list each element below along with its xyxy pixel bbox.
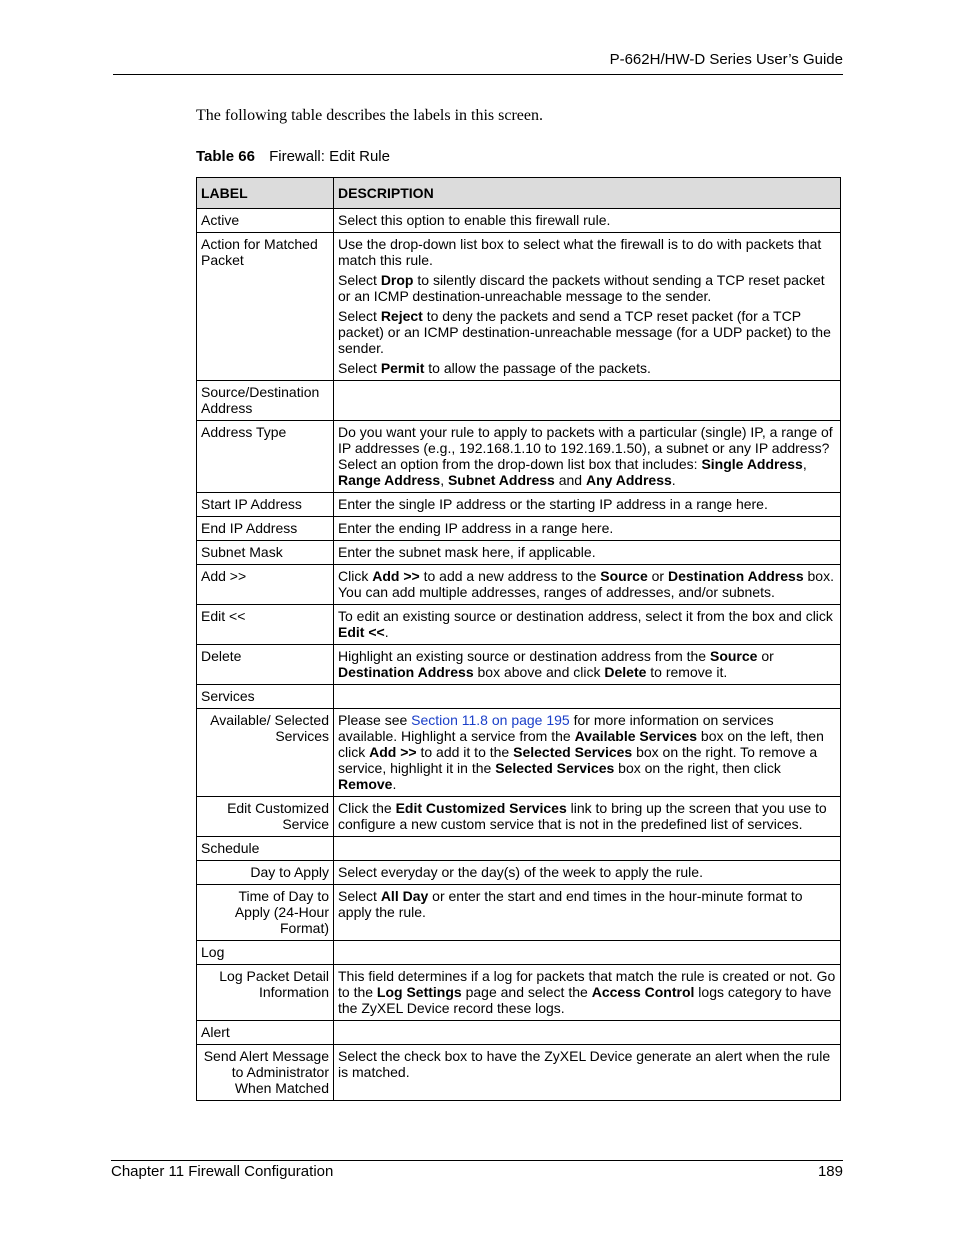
text-segment: link to bring up the screen that you use to configure a new custom service that is not in the predefined list of services. [338, 800, 827, 832]
text-segment: Select [338, 272, 381, 288]
text-segment: Select the check box to have the ZyXEL Device generate an alert when the rule is matched. [338, 1048, 831, 1080]
row-label: Add >> [197, 565, 334, 605]
row-label: Alert [197, 1021, 334, 1045]
text-segment: to add it to the [416, 744, 514, 760]
page-number: 189 [817, 1163, 843, 1180]
text-segment: to remove it. [646, 664, 728, 680]
text-segment: Select [338, 888, 381, 904]
text-segment: box on the right, then click [614, 760, 781, 776]
table-row [197, 565, 841, 605]
row-description [334, 861, 841, 885]
text-segment: , [440, 472, 448, 488]
row-label: Time of Day to Apply (24-Hour Format) [197, 885, 334, 941]
bold-term: Reject [380, 308, 423, 324]
bold-term: Destination Address [338, 664, 474, 680]
description-paragraph [338, 800, 836, 832]
row-description [334, 645, 841, 685]
bold-term: Destination Address [667, 568, 804, 584]
text-segment: Highlight an existing source or destination address from the [338, 648, 710, 664]
description-paragraph [338, 648, 836, 680]
guide-title: P-662H/HW-D Series User’s Guide [609, 51, 843, 68]
description-paragraph [338, 308, 836, 356]
table-title: Firewall: Edit Rule [269, 148, 390, 165]
text-segment: . [392, 776, 397, 792]
row-description [334, 541, 841, 565]
row-label: Day to Apply [197, 861, 334, 885]
description-paragraph [338, 424, 836, 488]
description-paragraph [338, 544, 836, 560]
text-segment: and [554, 472, 586, 488]
text-segment: page and select the [461, 984, 592, 1000]
text-segment: box above and click [473, 664, 605, 680]
text-segment: for more information on services available. Highlight a service from the [338, 712, 774, 744]
row-label: Schedule [197, 837, 334, 861]
row-description [334, 605, 841, 645]
text-segment: Do you want your rule to apply to packets with a particular (single) IP, a range of IP addresses (e.g., 192.168.1.10 to 192.169.1.50), a subnet or any IP address? Select an option from the drop-down list box that includes: [338, 424, 833, 472]
section-link[interactable]: Section 11.8 on page 195 [411, 712, 570, 728]
table-row [197, 965, 841, 1021]
edit-rule-table [196, 177, 841, 1101]
table-body [197, 209, 841, 1101]
text-segment: logs category to have the ZyXEL Device record these logs. [338, 984, 832, 1016]
row-description [334, 965, 841, 1021]
bold-term: Add >> [369, 744, 417, 760]
row-description [334, 209, 841, 233]
row-description [334, 493, 841, 517]
text-segment: to deny the packets and send a TCP reset packet (for a TCP packet) or an ICMP destination-unreachable message (for a UDP packet) to the sender. [338, 308, 831, 356]
text-segment: . [671, 472, 676, 488]
table-header-row [197, 178, 841, 209]
text-segment: box on the right. To remove a service, highlight it in the [338, 744, 818, 776]
description-paragraph [338, 568, 836, 600]
description-paragraph [338, 272, 836, 304]
description-paragraph [338, 496, 836, 512]
row-label: Active [197, 209, 334, 233]
row-description [334, 381, 841, 421]
description-paragraph [338, 968, 836, 1016]
table-row [197, 685, 841, 709]
table-row [197, 1021, 841, 1045]
row-label: Source/Destination Address [197, 381, 334, 421]
text-segment: Select this option to enable this firewall rule. [338, 212, 611, 228]
text-segment: Select [338, 360, 381, 376]
chapter-title: Chapter 11 Firewall Configuration [111, 1163, 334, 1180]
text-segment: to add a new address to the [419, 568, 601, 584]
description-paragraph [338, 360, 836, 376]
bold-term: Edit Customized Services [395, 800, 567, 816]
row-label: Start IP Address [197, 493, 334, 517]
bold-term: Access Control [591, 984, 695, 1000]
description-paragraph [338, 212, 836, 228]
bold-term: Source [709, 648, 758, 664]
table-row [197, 517, 841, 541]
table-row [197, 493, 841, 517]
description-paragraph [338, 608, 836, 640]
bold-term: Source [600, 568, 648, 584]
text-segment: , [802, 456, 807, 472]
row-description [334, 797, 841, 837]
row-description [334, 1045, 841, 1101]
bold-term: Delete [604, 664, 647, 680]
text-segment: box on the left, then click [338, 728, 824, 760]
row-description [334, 565, 841, 605]
row-label: Address Type [197, 421, 334, 493]
text-segment: This field determines if a log for packets that match the rule is created or not. Go to the [338, 968, 836, 1000]
row-label: Edit Customized Service [197, 797, 334, 837]
table-row [197, 797, 841, 837]
bold-term: Selected Services [495, 760, 615, 776]
row-description [334, 233, 841, 381]
table-row [197, 709, 841, 797]
page-footer [111, 1160, 843, 1180]
text-segment: Use the drop-down list box to select what the firewall is to do with packets that match this rule. [338, 236, 822, 268]
table-row [197, 837, 841, 861]
table-row [197, 233, 841, 381]
text-segment: Click the [338, 800, 396, 816]
row-description [334, 885, 841, 941]
row-label: Log Packet Detail Information [197, 965, 334, 1021]
row-label: Delete [197, 645, 334, 685]
bold-term: Single Address [701, 456, 803, 472]
table-row [197, 381, 841, 421]
row-description [334, 1021, 841, 1045]
bold-term: Available Services [574, 728, 698, 744]
bold-term: Drop [380, 272, 414, 288]
page-header [113, 50, 843, 75]
table-caption [196, 148, 390, 165]
intro-text: The following table describes the labels in this screen. [196, 107, 544, 124]
bold-term: Edit << [338, 624, 385, 640]
text-segment: box. You can add multiple addresses, ranges of addresses, and/or subnets. [338, 568, 834, 600]
text-segment: Select everyday or the day(s) of the week to apply the rule. [338, 864, 703, 880]
bold-term: Range Address [338, 472, 441, 488]
row-label: Services [197, 685, 334, 709]
table-number: Table 66 [196, 148, 255, 165]
text-segment: or [757, 648, 774, 664]
bold-term: All Day [380, 888, 429, 904]
table-row [197, 645, 841, 685]
table-row [197, 941, 841, 965]
text-segment: Enter the subnet mask here, if applicable. [338, 544, 596, 560]
row-label: End IP Address [197, 517, 334, 541]
description-paragraph [338, 236, 836, 268]
bold-term: Selected Services [513, 744, 633, 760]
text-segment: Please see [338, 712, 412, 728]
text-segment: Enter the ending IP address in a range here. [338, 520, 614, 536]
row-label: Action for Matched Packet [197, 233, 334, 381]
table-row [197, 861, 841, 885]
row-description [334, 709, 841, 797]
bold-term: Remove [338, 776, 393, 792]
row-label: Available/ Selected Services [197, 709, 334, 797]
description-paragraph [338, 864, 836, 880]
bold-term: Subnet Address [447, 472, 555, 488]
description-paragraph [338, 1048, 836, 1080]
description-column-header: DESCRIPTION [334, 178, 841, 209]
row-label: Log [197, 941, 334, 965]
table-row [197, 209, 841, 233]
table-row [197, 885, 841, 941]
text-segment: . [384, 624, 389, 640]
description-paragraph [338, 712, 836, 792]
text-segment: Select [338, 308, 381, 324]
text-segment: Enter the single IP address or the starting IP address in a range here. [338, 496, 768, 512]
table-row [197, 1045, 841, 1101]
description-paragraph [338, 888, 836, 920]
row-label: Send Alert Message to Administrator When Matched [197, 1045, 334, 1101]
text-segment: or [647, 568, 668, 584]
row-label: Subnet Mask [197, 541, 334, 565]
bold-term: Permit [380, 360, 425, 376]
bold-term: Any Address [585, 472, 672, 488]
table-row [197, 605, 841, 645]
table-row [197, 421, 841, 493]
row-label: Edit << [197, 605, 334, 645]
row-description [334, 517, 841, 541]
row-description [334, 685, 841, 709]
row-description [334, 837, 841, 861]
label-column-header: LABEL [197, 178, 334, 209]
text-segment: or enter the start and end times in the hour-minute format to apply the rule. [338, 888, 803, 920]
description-paragraph [338, 520, 836, 536]
text-segment: Click [338, 568, 373, 584]
bold-term: Add >> [372, 568, 420, 584]
text-segment: to allow the passage of the packets. [424, 360, 651, 376]
row-description [334, 941, 841, 965]
text-segment: To edit an existing source or destination address, select it from the box and click [338, 608, 833, 624]
bold-term: Log Settings [376, 984, 462, 1000]
row-description [334, 421, 841, 493]
text-segment: to silently discard the packets without sending a TCP reset packet or an ICMP destination-unreachable message to the sender. [338, 272, 825, 304]
table-row [197, 541, 841, 565]
